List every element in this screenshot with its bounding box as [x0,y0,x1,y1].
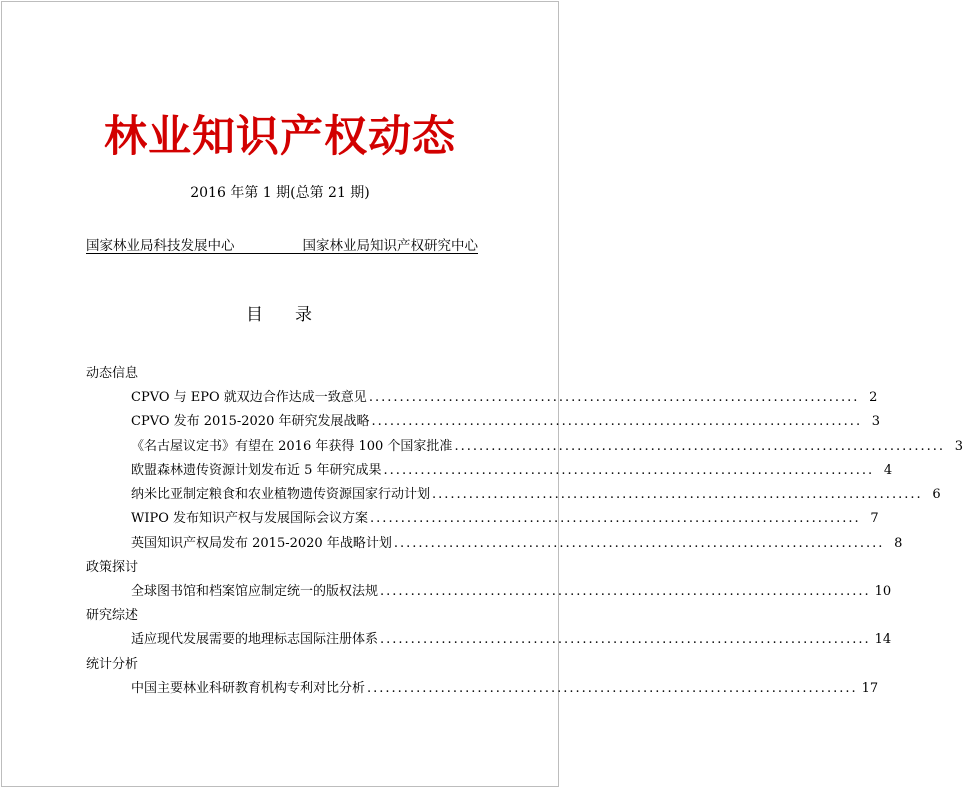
toc-leader-dots: ................................................................................ [367,680,858,696]
toc-entry-page: 2 [869,390,878,405]
toc-entry[interactable] [131,580,892,604]
toc-entry[interactable] [131,386,878,410]
header-divider [86,253,478,254]
toc-entry-page: 3 [871,414,881,430]
toc-leader-dots: ................................................................................ [380,632,871,648]
toc-entry-title: CPVO 发布 2015-2020 年研究发展战略 [131,414,370,430]
table-of-contents [86,362,963,701]
toc-section-title: 政策探讨 [86,560,139,576]
toc-leader-dots: ................................................................................ [380,584,871,600]
toc-entry[interactable] [131,677,879,701]
toc-entry-title: 纳米比亚制定粮食和农业植物遗传资源国家行动计划 [131,487,431,503]
toc-entry-title: CPVO 与 EPO 就双边合作达成一致意见 [131,390,367,405]
toc-heading-char: 录 [295,305,314,325]
toc-entry-page: 3 [954,438,963,454]
toc-entry-page: 17 [861,680,879,696]
toc-entry-page: 8 [894,535,903,551]
toc-heading-char: 目 [246,305,265,325]
document-title: 林业知识产权动态 [104,112,456,162]
toc-entry-title: 英国知识产权局发布 2015-2020 年战略计划 [131,535,392,551]
toc-leader-dots: ................................................................................ [368,390,860,405]
toc-entry-title: WIPO 发布知识产权与发展国际会议方案 [131,511,369,527]
toc-entry[interactable] [131,483,941,507]
toc-heading [0,300,560,325]
publisher-left: 国家林业局科技发展中心 [86,238,235,254]
toc-entry-page: 10 [874,584,892,600]
toc-section-title: 统计分析 [86,656,139,672]
toc-leader-dots: ................................................................................ [383,462,875,478]
toc-entry[interactable] [131,507,879,531]
publisher-right: 国家林业局知识产权研究中心 [302,238,478,254]
toc-leader-dots: ................................................................................ [454,438,946,454]
toc-entry[interactable] [131,459,893,483]
issue-number: 2016 年第 1 期(总第 21 期) [190,185,370,201]
toc-section-title: 动态信息 [86,366,139,381]
toc-leader-dots: ................................................................................ [370,511,861,527]
toc-entry[interactable] [131,410,881,434]
toc-leader-dots: ................................................................................ [432,487,923,503]
toc-entry-title: 全球图书馆和档案馆应制定统一的版权法规 [131,584,379,600]
toc-entry-page: 4 [883,462,893,478]
toc-entry-title: 《名古屋议定书》有望在 2016 年获得 100 个国家批准 [131,438,453,454]
toc-entry-title: 中国主要林业科研教育机构专利对比分析 [131,680,366,696]
toc-section-title: 研究综述 [86,608,139,624]
toc-entry-page: 6 [932,487,941,503]
toc-entry-title: 欧盟森林遗传资源计划发布近 5 年研究成果 [131,462,382,478]
toc-entry-title: 适应现代发展需要的地理标志国际注册体系 [131,632,379,648]
toc-leader-dots: ................................................................................ [371,414,863,430]
toc-entry-page: 14 [874,632,892,648]
toc-entry[interactable] [131,628,892,652]
toc-entry[interactable] [131,435,963,459]
publisher-line [86,234,478,254]
toc-entry[interactable] [131,532,903,556]
toc-leader-dots: ................................................................................ [393,535,885,551]
toc-entry-page: 7 [870,511,879,527]
